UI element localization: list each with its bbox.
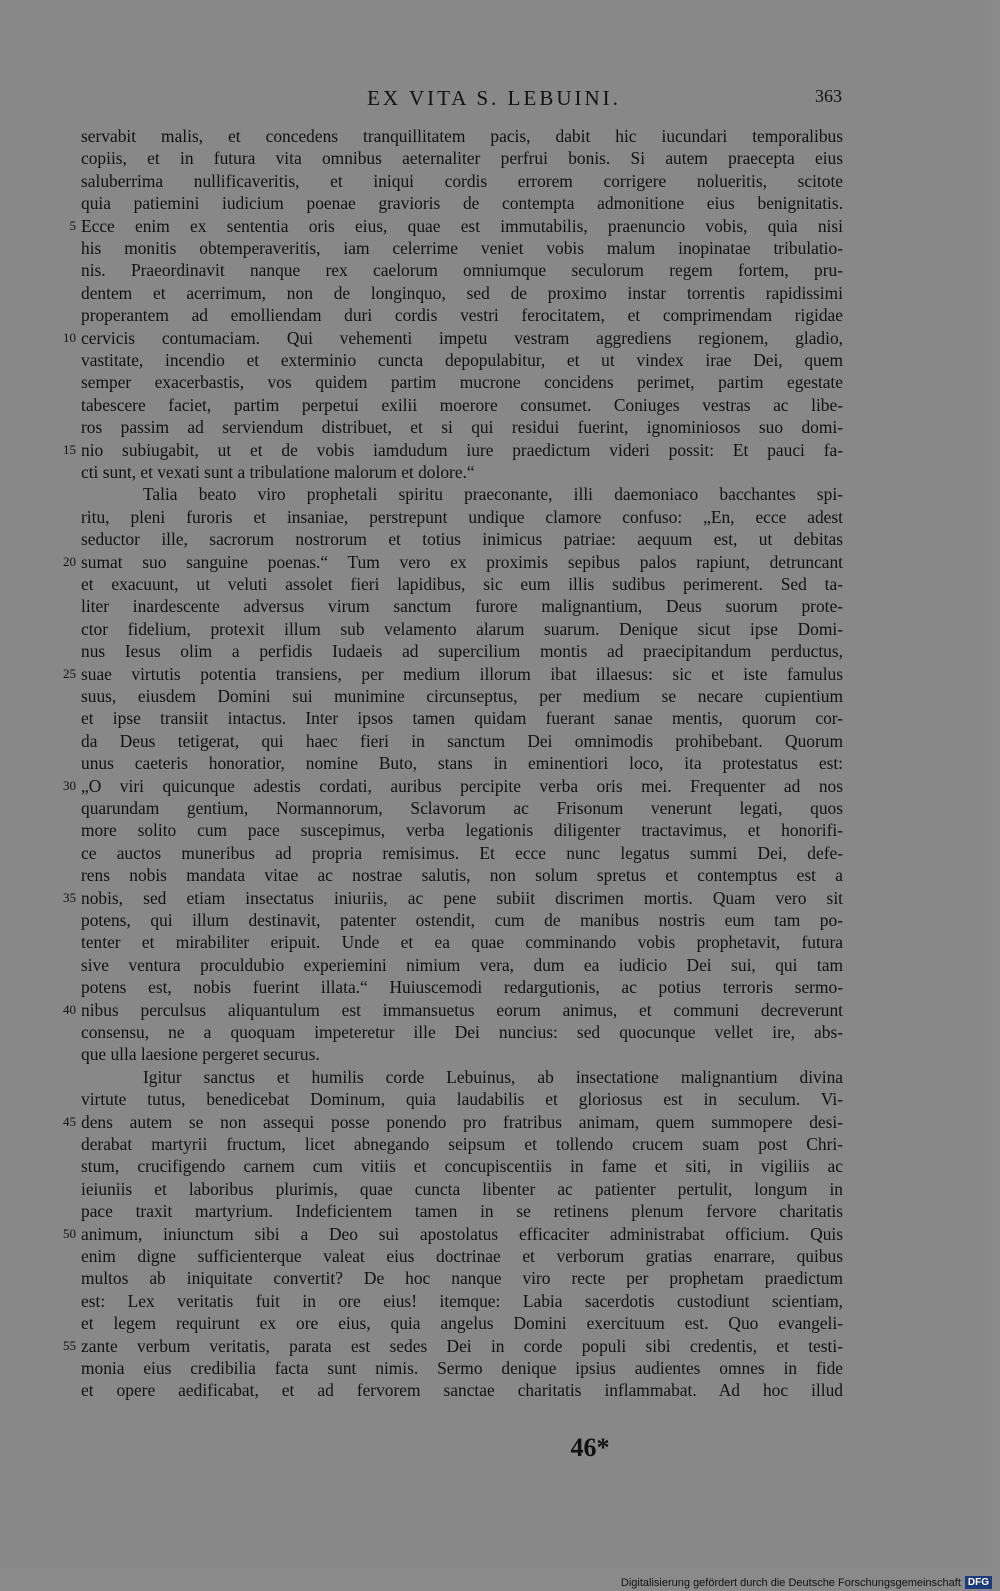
line-number: 30 (63, 777, 76, 793)
line-number: 40 (63, 1001, 76, 1017)
text-line: pace traxit martyrium. Indeficientem tamen in se retinens plenum fervore charitatis (81, 1201, 843, 1222)
line-number: 5 (69, 217, 76, 233)
line-number: 50 (63, 1225, 76, 1241)
text-line: nibus perculsus aliquantulum est immansuetus eorum animus, et communi decreverunt (81, 999, 843, 1020)
text-line: quarundam gentium, Normannorum, Sclavorum ac Frisonum venerunt legati, quos (81, 798, 843, 818)
text-line: suae virtutis potentia transiens, per medium illorum ibat illaesus: sic et iste famulus (81, 663, 843, 684)
text-line: unus caeteris honoratior, nomine Buto, stans in eminentiori loco, ita protestatus est: (81, 753, 843, 774)
text-line: properantem ad emolliendam duri cordis vestri ferocitatem, et comprimendam rigidae (81, 305, 843, 326)
text-line: suus, eiusdem Domini sui munimine circunseptus, per medium se necare cupientium (81, 686, 843, 706)
text-line: liter inardescente adversus virum sanctum furore malignantium, Deus suorum prote- (81, 596, 843, 617)
line-number: 25 (63, 665, 76, 681)
text-line: consensu, ne a quoquam impeteretur ille Dei nuncius: sed quocunque vellet ire, abs- (81, 1022, 843, 1042)
text-line: et legem requirunt ex ore eius, quia angelus Domini exercituum est. Quo evangeli- (81, 1313, 843, 1334)
line-number: 45 (63, 1113, 76, 1129)
text-line: saluberrima nullificaveritis, et iniqui cordis errorem corrigere nolueritis, scitote (81, 170, 843, 191)
text-line: sive ventura proculdubio experiemini nimium vera, dum ea iudicio Dei sui, qui tam (81, 954, 843, 975)
text-line: nus Iesus olim a perfidis Iudaeis ad supercilium montis ad praecipitandum perductus, (81, 641, 843, 662)
text-line: et ipse transiit intactus. Inter ipsos tamen quidam fuerant sanae mentis, quorum cor- (81, 708, 843, 729)
text-line: tabescere faciet, partim perpetui exilii moerore consumet. Coniuges vestras ac libe- (81, 394, 843, 415)
text-line: monia eius credibilia facta sunt nimis. Sermo denique ipsius audientes omnes in fide (81, 1358, 843, 1378)
text-line: est: Lex veritatis fuit in ore eius! itemque: Labia sacerdotis custodiunt scientiam, (81, 1290, 843, 1311)
running-title: EX VITA S. LEBUINI. (367, 86, 621, 110)
text-line: ritu, pleni furoris et insaniae, perstrepunt undique clamore confuso: „En, ecce adest (81, 506, 843, 527)
footer (621, 1576, 992, 1589)
text-line: et opere aedificabat, et ad fervorem sanctae charitatis inflammabat. Ad hoc illud (81, 1380, 843, 1401)
text-line: et exacuunt, ut veluti assolet fieri lapidibus, sic eum illis sudibus perimerent. Sed ta- (81, 574, 843, 594)
signature-mark: 46* (570, 1433, 610, 1462)
text-line: multos ab iniquitate convertit? De hoc nanque viro recte per prophetam praedictum (81, 1268, 843, 1289)
text-line: dentem et acerrimum, non de longinquo, sed de proximo instar torrentis rapidissimi (81, 282, 843, 303)
text-line: his monitis obtemperaveritis, iam celerrime veniet vobis malum inopinatae tribulatio- (81, 238, 843, 258)
text-line: Igitur sanctus et humilis corde Lebuinus, ab insectatione malignantium divina (143, 1066, 843, 1087)
text-line: vastitate, incendio et exterminio cuncta depopulabitur, et ut vindex irae Dei, quem (81, 350, 843, 370)
text-line: que ulla laesione pergeret securus. (81, 1044, 320, 1065)
text-line: potens, qui illum destinavit, patenter ostendit, cum de manibus nostris eum tam po- (81, 910, 843, 930)
text-line: seductor ille, sacrorum nostrorum et totius inimicus patriae: aequum est, ut debitas (81, 529, 843, 550)
text-line: nio subiugabit, ut et de vobis iamdudum iure praedictum videri possit: Et pauci fa- (81, 439, 843, 460)
text-line: rens nobis mandata vitae ac nostrae salutis, non solum spretus et contemptus est a (81, 865, 843, 886)
line-number: 10 (63, 329, 76, 345)
footer-text: Digitalisierung gefördert durch die Deutsche Forschungsgemeinschaft (620, 1576, 961, 1589)
line-number: 15 (63, 441, 76, 457)
text-line: ieiuniis et laboribus plurimis, quae cuncta libenter ac patienter pertulit, longum in (81, 1178, 843, 1199)
line-number: 55 (63, 1337, 76, 1353)
text-line: stum, crucifigendo carnem cum vitiis et concupiscentiis in fame et siti, in vigiliis ac (81, 1156, 843, 1177)
text-line: tenter et mirabiliter eripuit. Unde et ea quae comminando vobis prophetavit, futura (81, 932, 843, 953)
page-number: 363 (815, 86, 842, 106)
text-line: nis. Praeordinavit nanque rex caelorum omniumque seculorum regem fortem, pru- (81, 260, 843, 281)
text-line: sumat suo sanguine poenas.“ Tum vero ex proximis sepibus palos rapiunt, detruncant (81, 551, 843, 572)
text-line: semper exacerbastis, vos quidem partim mucrone concidens perimet, partim egestate (81, 372, 843, 393)
text-line: virtute tutus, benedicebat Dominum, quia laudabilis et gloriosus est in seculum. Vi- (81, 1089, 843, 1110)
text-line: ros passim ad serviendum distribuet, et si qui residui fuerint, ignominiosos suo domi- (81, 417, 843, 438)
text-line: servabit malis, et concedens tranquillitatem pacis, dabit hic iucundari temporalibus (81, 126, 843, 146)
text-line: dens autem se non assequi posse ponendo pro fratribus animam, quem summopere desi- (81, 1111, 843, 1132)
line-number: 20 (63, 553, 76, 569)
text-line: potens est, nobis fuerint illata.“ Huiuscemodi redargutionis, ac potius terroris sermo- (81, 977, 843, 998)
text-line: enim digne sufficienterque valeat eius doctrinae et verborum gratias enarrare, quibus (81, 1246, 843, 1266)
text-line: ctor fidelium, protexit illum sub velamento alarum suarum. Denique sicut ipse Domi- (81, 618, 843, 639)
text-line: cervicis contumaciam. Qui vehementi impetu vestram aggrediens regionem, gladio, (81, 327, 843, 348)
text-line: nobis, sed etiam insectatus iniuriis, ac pene subiit discrimen mortis. Quam vero sit (81, 887, 843, 908)
text-line: Ecce enim ex sententia oris eius, quae est immutabilis, praenuncio vobis, quia nisi (81, 215, 843, 236)
text-line: da Deus tetigerat, qui haec fieri in sanctum Dei omnimodis prohibebant. Quorum (81, 730, 843, 751)
text-line: cti sunt, et vexati sunt a tribulatione malorum et dolore.“ (81, 462, 475, 482)
dfg-logo: DFG (965, 1576, 992, 1589)
text-line: copiis, et in futura vita omnibus aeternaliter perfrui bonis. Si autem praecepta eius (81, 148, 843, 169)
text-line: „O viri quicunque adestis cordati, auribus percipite verba oris mei. Frequenter ad nos (81, 775, 843, 796)
text-line: Talia beato viro prophetali spiritu praeconante, illi daemoniaco bacchantes spi- (143, 484, 843, 505)
text-line: quia patiemini iudicium poenae gravioris de contempta admonitione eius benignitatis. (81, 193, 843, 214)
text-line: animum, iniunctum sibi a Deo sui apostolatus efficaciter administrabat officium. Quis (81, 1223, 843, 1244)
text-line: ce auctos muneribus ad propria remisimus. Et ecce nunc legatus summi Dei, defe- (81, 842, 843, 863)
text-line: more solito cum pace suscepimus, verba legationis diligenter tractavimus, et honorifi- (81, 820, 843, 841)
text-line: derabat martyrii fructum, licet abnegando seipsum et tollendo crucem suam post Chri- (81, 1134, 843, 1154)
line-number: 35 (63, 889, 76, 905)
text-line: zante verbum veritatis, parata est sedes Dei in corde populi sibi credentis, et testi- (81, 1335, 843, 1356)
